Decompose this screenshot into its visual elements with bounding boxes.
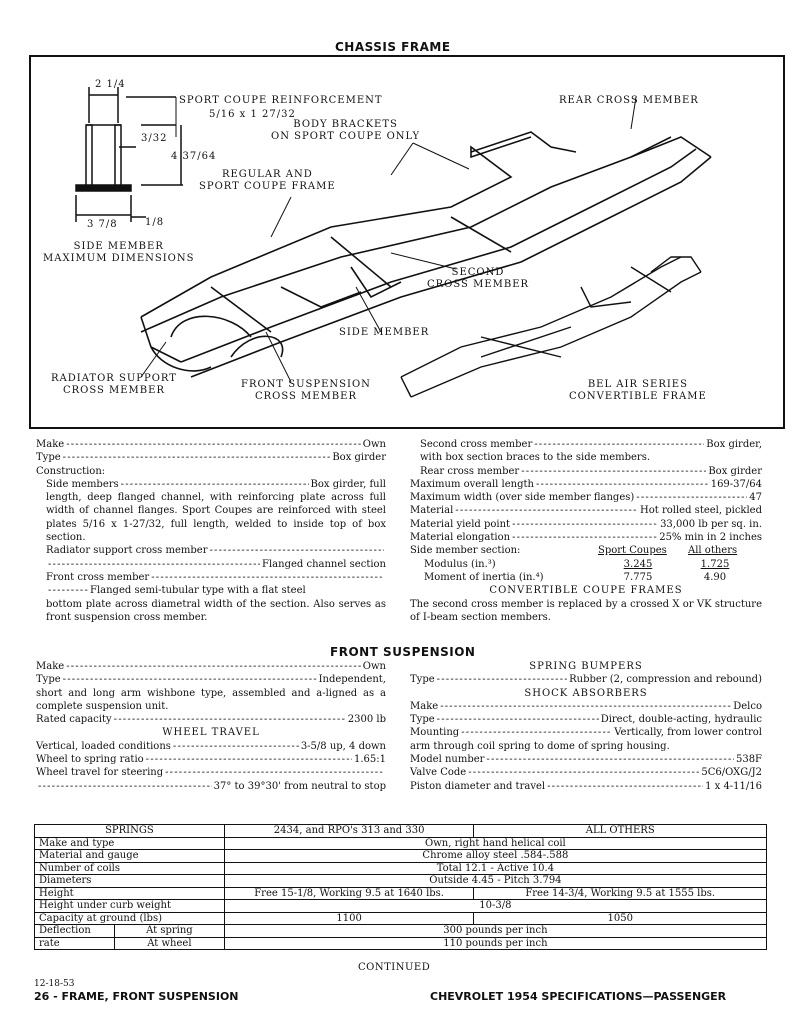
shock-type-label: Type xyxy=(410,714,435,726)
shock-type-value: Direct, double-acting, hydraulic xyxy=(600,714,762,726)
second-cross-text: with box section braces to the side members. xyxy=(420,452,651,464)
inertia-other: 4.90 xyxy=(703,571,727,583)
elongation-value: 25% min in 2 inches xyxy=(659,532,762,544)
rated-capacity-label: Rated capacity xyxy=(36,714,112,726)
valve-code-label: Valve Code xyxy=(410,767,467,779)
front-cross-value: Flanged semi-tubular type with a flat steel xyxy=(90,585,306,597)
material-label: Material xyxy=(410,505,454,517)
dim-5-16: 5/16 x 1 27/32 xyxy=(209,109,296,120)
overall-length-label: Maximum overall length xyxy=(410,478,534,490)
dim-3-7-8: 3 7/8 xyxy=(87,219,118,230)
make-label: Make xyxy=(36,439,65,450)
rated-capacity-value: 2300 lb xyxy=(347,714,386,726)
label-second-cross-member: SECOND CROSS MEMBER xyxy=(427,267,530,290)
bumper-type-label: Type xyxy=(410,674,435,686)
spring-bumpers-heading: SPRING BUMPERS xyxy=(529,661,643,672)
dim-2-1-4: 2 1/4 xyxy=(95,79,126,90)
construction-label: Construction: xyxy=(36,465,106,477)
model-number-value: 538F xyxy=(735,754,762,766)
label-regular-sport-coupe-frame: REGULAR AND SPORT COUPE FRAME xyxy=(199,169,336,192)
max-width-value: 47 xyxy=(749,492,762,504)
elongation-label: Material elongation xyxy=(410,532,511,544)
table-cell: Height under curb weight xyxy=(35,900,225,913)
front-cross-text: bottom plate across diametral width of the section. Also serves as front suspension cross member. xyxy=(46,598,386,623)
rpo-header: 2434, and RPO's 313 and 330 xyxy=(224,825,474,838)
continued-label: CONTINUED xyxy=(358,962,431,973)
springs-header: SPRINGS xyxy=(35,825,225,838)
convertible-text: The second cross member is replaced by a crossed X or VK structure of I-beam section members. xyxy=(410,598,762,623)
rear-cross-label: Rear cross member xyxy=(420,465,520,477)
col-all-others: All others xyxy=(688,545,738,557)
piston-label: Piston diameter and travel xyxy=(410,780,546,792)
yield-value: 33,000 lb per sq. in. xyxy=(660,518,762,530)
modulus-sport: 3.245 xyxy=(623,558,653,570)
max-width-label: Maximum width (over side member flanges) xyxy=(410,492,635,504)
wheel-travel-heading: WHEEL TRAVEL xyxy=(162,727,260,739)
model-number-label: Model number xyxy=(410,754,485,766)
side-members-value: Box girder, full xyxy=(310,478,386,490)
shock-make-label: Make xyxy=(410,700,439,712)
table-cell: Chrome alloy steel .584-.588 xyxy=(224,850,766,863)
steering-travel-value: 37° to 39°30' from neutral to stop xyxy=(213,780,386,792)
table-cell: Number of coils xyxy=(35,862,225,875)
label-sport-coupe-reinforcement: SPORT COUPE REINFORCEMENT xyxy=(179,95,383,106)
inertia-sport: 7.775 xyxy=(623,571,653,583)
rear-cross-value: Box girder xyxy=(708,465,762,477)
table-cell: Free 15-1/8, Working 9.5 at 1640 lbs. xyxy=(224,887,474,900)
chassis-frame-diagram xyxy=(29,55,785,429)
table-cell: 300 pounds per inch xyxy=(224,925,766,938)
valve-code-value: 5C6/OXG/J2 xyxy=(701,767,762,779)
modulus-label: Modulus (in.³) xyxy=(424,558,496,570)
shock-absorbers-heading: SHOCK ABSORBERS xyxy=(524,687,648,699)
label-radiator-support: RADIATOR SUPPORT CROSS MEMBER xyxy=(51,373,177,396)
table-cell: Outside 4.45 - Pitch 3.794 xyxy=(224,875,766,888)
table-cell: Diameters xyxy=(35,875,225,888)
table-row xyxy=(35,887,767,900)
frame-specs-left xyxy=(36,438,386,624)
front-cross-label: Front cross member xyxy=(46,571,150,583)
fs-type-text: short and long arm wishbone type, assembled and a-ligned as a complete suspension unit. xyxy=(36,687,386,712)
table-row xyxy=(35,837,767,850)
fs-make-value: Own xyxy=(362,661,386,672)
table-row xyxy=(35,875,767,888)
table-cell: At wheel xyxy=(114,937,224,950)
spring-ratio-label: Wheel to spring ratio xyxy=(36,754,144,766)
table-cell: Height xyxy=(35,887,225,900)
all-others-header: ALL OTHERS xyxy=(474,825,767,838)
make-value: Own xyxy=(362,439,386,450)
dim-3-32: 3/32 xyxy=(141,133,168,144)
shock-make-value: Delco xyxy=(733,700,762,712)
mounting-text: arm through coil spring to dome of spring housing. xyxy=(410,740,670,752)
footer-left: 26 - FRAME, FRONT SUSPENSION xyxy=(34,990,239,1003)
type-label: Type xyxy=(36,452,61,464)
label-side-member-max-dims: SIDE MEMBER MAXIMUM DIMENSIONS xyxy=(43,241,195,264)
side-members-text: length, deep flanged channel, with reinforcing plate across full width of channel flanges. Sport Coupes are reinforced with steel plates 5/16 x 1-27/32, full length, welded to inside top of box section. xyxy=(46,492,386,544)
second-cross-value: Box girder, xyxy=(706,439,762,450)
table-row xyxy=(35,862,767,875)
springs-table xyxy=(34,824,767,950)
table-cell: rate xyxy=(35,937,115,950)
table-row xyxy=(35,850,767,863)
mounting-value: Vertically, from lower control xyxy=(614,727,762,739)
table-cell: Total 12.1 - Active 10.4 xyxy=(224,862,766,875)
convertible-heading: CONVERTIBLE COUPE FRAMES xyxy=(489,585,683,597)
front-suspension-right xyxy=(410,660,762,793)
modulus-other: 1.725 xyxy=(700,558,730,570)
table-cell: At spring xyxy=(114,925,224,938)
vertical-value: 3-5/8 up, 4 down xyxy=(300,740,386,752)
page-title: CHASSIS FRAME xyxy=(335,40,451,54)
fs-type-label: Type xyxy=(36,674,61,686)
footer-date: 12-18-53 xyxy=(34,979,75,989)
table-cell: Own, right hand helical coil xyxy=(224,837,766,850)
table-cell: Material and gauge xyxy=(35,850,225,863)
vertical-label: Vertical, loaded conditions xyxy=(36,740,171,752)
label-bel-air: BEL AIR SERIES CONVERTIBLE FRAME xyxy=(569,379,707,402)
label-rear-cross-member: REAR CROSS MEMBER xyxy=(559,95,699,106)
table-row xyxy=(35,937,767,950)
steering-travel-label: Wheel travel for steering xyxy=(36,767,164,779)
fs-make-label: Make xyxy=(36,661,65,672)
table-cell: 10-3/8 xyxy=(224,900,766,913)
dim-1-8: 1/8 xyxy=(145,217,165,228)
radiator-label: Radiator support cross member xyxy=(46,545,208,557)
frame-specs-right xyxy=(410,438,762,624)
table-cell: Free 14-3/4, Working 9.5 at 1555 lbs. xyxy=(474,887,767,900)
table-cell: 110 pounds per inch xyxy=(224,937,766,950)
yield-label: Material yield point xyxy=(410,518,511,530)
fs-type-value: Independent, xyxy=(318,674,386,686)
table-cell: Capacity at ground (lbs) xyxy=(35,912,225,925)
col-sport-coupes: Sport Coupes xyxy=(598,545,667,557)
bumper-type-value: Rubber (2, compression and rebound) xyxy=(569,674,762,686)
front-suspension-left xyxy=(36,660,386,793)
table-cell: Make and type xyxy=(35,837,225,850)
inertia-label: Moment of inertia (in.⁴) xyxy=(424,571,544,583)
label-front-suspension-cross: FRONT SUSPENSION CROSS MEMBER xyxy=(241,379,371,402)
dim-4-37-64: 4 37/64 xyxy=(171,151,217,162)
table-row xyxy=(35,900,767,913)
table-row xyxy=(35,925,767,938)
table-row xyxy=(35,912,767,925)
footer-right: CHEVROLET 1954 SPECIFICATIONS—PASSENGER xyxy=(430,990,727,1003)
front-suspension-title: FRONT SUSPENSION xyxy=(330,645,476,659)
table-cell: 1100 xyxy=(224,912,474,925)
type-value: Box girder xyxy=(332,452,386,464)
label-side-member: SIDE MEMBER xyxy=(339,327,430,338)
side-member-section-drawing xyxy=(76,87,183,222)
section-label: Side member section: xyxy=(410,545,521,557)
piston-value: 1 x 4-11/16 xyxy=(705,780,762,792)
overall-length-value: 169-37/64 xyxy=(710,478,762,490)
table-row xyxy=(35,825,767,838)
second-cross-label: Second cross member xyxy=(420,439,533,450)
radiator-value: Flanged channel section xyxy=(262,558,386,570)
mounting-label: Mounting xyxy=(410,727,460,739)
table-cell: Deflection xyxy=(35,925,115,938)
table-cell: 1050 xyxy=(474,912,767,925)
label-body-brackets: BODY BRACKETS ON SPORT COUPE ONLY xyxy=(271,119,421,142)
side-members-label: Side members xyxy=(46,478,119,490)
material-value: Hot rolled steel, pickled xyxy=(640,505,762,517)
spring-ratio-value: 1.65:1 xyxy=(354,754,386,766)
